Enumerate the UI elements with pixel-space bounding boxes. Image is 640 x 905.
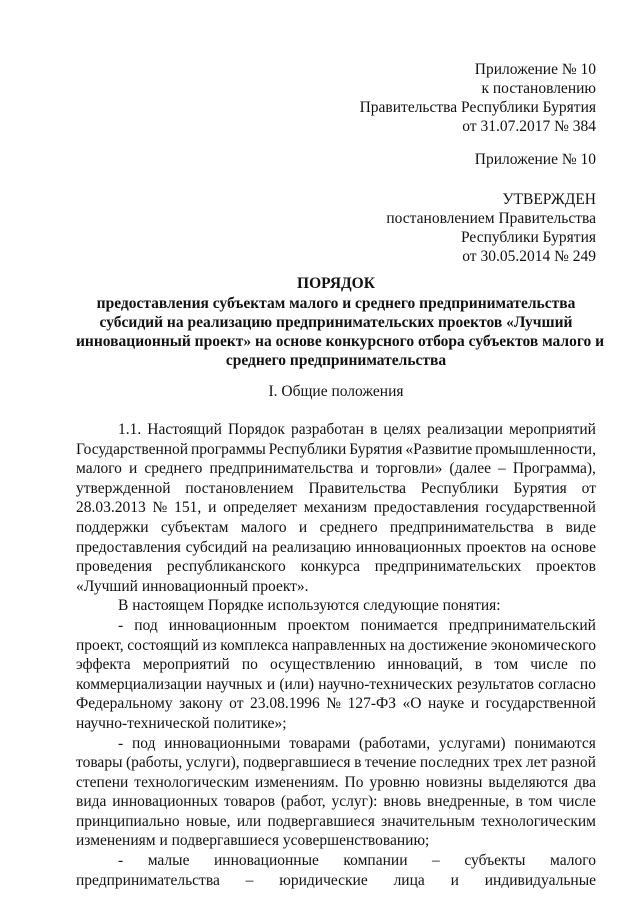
appendix-line: к постановлению: [481, 80, 596, 97]
text-line: принципиально новые, или подвергавшиеся значительным технологическим: [76, 812, 596, 830]
paragraph: [76, 596, 596, 616]
text-line: - под инновационными товарами (работами, услугами) понимаются: [118, 734, 596, 752]
text-line: эффекта мероприятий по осуществлению инноваций, в том числе по: [76, 656, 596, 674]
text-line: малого и среднего предпринимательства и торговли» (далее – Программа),: [76, 460, 596, 478]
subtitle-line: среднего предпринимательства: [225, 352, 447, 369]
document-subtitle: [76, 294, 605, 370]
text-line: 1.1. Настоящий Порядок разработан в целях реализации мероприятий: [118, 421, 596, 438]
text-line: поддержки субъектам малого и среднего предпринимательства в виде: [76, 518, 596, 536]
document-title: ПОРЯДОК: [297, 275, 375, 292]
text-line: «Лучший инновационный проект».: [76, 577, 309, 595]
text-line: 28.03.2013 № 151, и определяет механизм предоставления государственной: [76, 499, 596, 517]
appendix-line: от 31.07.2017 № 384: [462, 118, 596, 135]
text-line: Государственной программы Республики Бурятия «Развитие промышленности,: [76, 440, 596, 458]
appendix-header: [360, 60, 596, 136]
text-line: Федеральному закону от 23.08.1996 № 127-ФЗ «О науке и государственной: [76, 695, 596, 713]
text-line: - малые инновационные компании – субъекты малого: [118, 852, 596, 870]
text-line: степени технологическим изменениям. По уровню новизны выделяются два: [76, 773, 596, 791]
paragraph: [76, 420, 596, 596]
approval-line: УТВЕРЖДЕН: [502, 191, 596, 208]
section-heading: I. Общие положения: [268, 383, 404, 400]
approval-stamp: [386, 190, 596, 266]
subtitle-line: инновационный проект» на основе конкурсного отбора субъектов малого и: [76, 333, 605, 350]
appendix-header-repeat: [475, 150, 596, 169]
text-line: предпринимательства – юридические лица и индивидуальные: [76, 871, 596, 889]
text-line: проект, состоящий из комплекса направленных на достижение экономического: [76, 636, 596, 654]
approval-line: постановлением Правительства: [386, 210, 596, 227]
approval-line: от 30.05.2014 № 249: [462, 248, 596, 265]
text-line: коммерциализации научных и (или) научно-технических результатов согласно: [76, 675, 596, 693]
text-line: вида инновационных товаров (работ, услуг): вновь внедренные, в том числе: [76, 793, 596, 811]
text-line: В настоящем Порядке используются следующие понятия:: [118, 597, 501, 615]
text-line: товары (работы, услуги), подвергавшиеся в течение последних трех лет разной: [76, 754, 596, 772]
text-line: научно-технической политике»;: [76, 714, 287, 732]
document-body: [76, 420, 596, 890]
paragraph: [76, 734, 596, 852]
text-line: предоставления субсидий на реализацию инновационных проектов на основе: [76, 538, 596, 556]
appendix-line: Приложение № 10: [474, 151, 596, 168]
text-line: - под инновационным проектом понимается предпринимательский: [118, 616, 596, 634]
appendix-line: Правительства Республики Бурятия: [359, 99, 596, 116]
text-line: проведения республиканского конкурса предпринимательских проектов: [76, 558, 596, 576]
text-line: утвержденной постановлением Правительства Республики Бурятия от: [76, 479, 596, 497]
text-line: изменениям и подвергавшиеся усовершенствованию;: [76, 832, 430, 850]
subtitle-line: предоставления субъектам малого и среднего предпринимательства: [96, 295, 576, 312]
paragraph: [76, 616, 596, 734]
approval-line: Республики Бурятия: [461, 229, 596, 246]
appendix-line: Приложение № 10: [474, 61, 596, 78]
paragraph: [76, 851, 596, 890]
subtitle-line: субсидий на реализацию предпринимательских проектов «Лучший: [99, 314, 573, 331]
